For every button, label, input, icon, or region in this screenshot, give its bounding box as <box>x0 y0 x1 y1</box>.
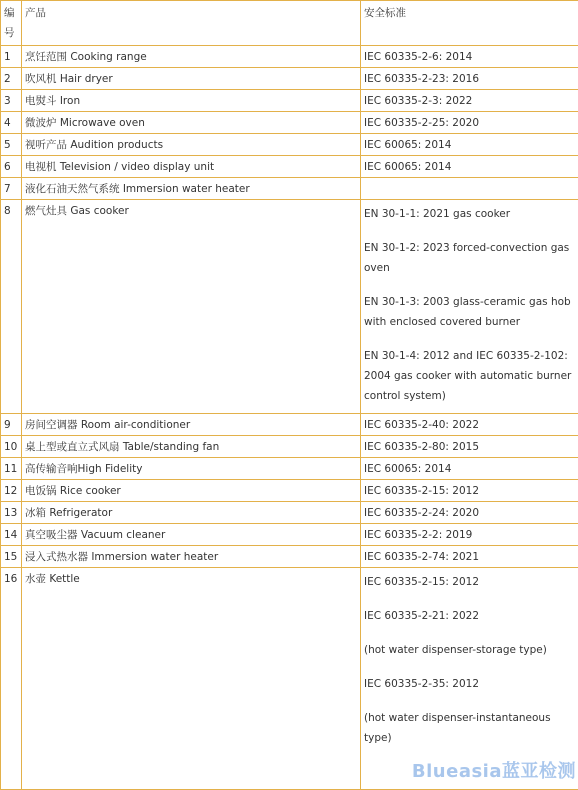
table-row <box>1 200 578 414</box>
standard-line: IEC 60335-2-23: 2016 <box>364 72 575 87</box>
standard-line: (hot water dispenser-storage type) <box>364 640 575 660</box>
table-row <box>1 480 578 502</box>
standard-line: IEC 60335-2-74: 2021 <box>364 550 575 565</box>
table-row <box>1 546 578 568</box>
table-row <box>1 156 578 178</box>
safety-standard <box>361 480 578 502</box>
table-row <box>1 134 578 156</box>
table-row <box>1 414 578 436</box>
standard-line: IEC 60335-2-24: 2020 <box>364 506 575 521</box>
row-number: 4 <box>1 112 22 134</box>
header-standard: 安全标准 <box>361 1 578 46</box>
line-gap <box>364 626 575 640</box>
table-row <box>1 90 578 112</box>
row-number: 2 <box>1 68 22 90</box>
table-row <box>1 112 578 134</box>
header-product: 产品 <box>22 1 361 46</box>
row-number: 13 <box>1 502 22 524</box>
watermark-logo: Blueasia蓝亚检测 <box>412 759 576 785</box>
row-number: 1 <box>1 46 22 68</box>
header-row <box>1 1 578 46</box>
table-row <box>1 178 578 200</box>
safety-standard <box>361 46 578 68</box>
product-name: 浸入式热水器 Immersion water heater <box>22 546 361 568</box>
standard-line: IEC 60065: 2014 <box>364 462 575 477</box>
product-name: 吹风机 Hair dryer <box>22 68 361 90</box>
row-number: 5 <box>1 134 22 156</box>
product-name: 微波炉 Microwave oven <box>22 112 361 134</box>
table-row <box>1 436 578 458</box>
standard-line: IEC 60335-2-35: 2012 <box>364 674 575 694</box>
row-number: 12 <box>1 480 22 502</box>
table-row <box>1 68 578 90</box>
line-gap <box>364 332 575 346</box>
product-name: 真空吸尘器 Vacuum cleaner <box>22 524 361 546</box>
product-name: 液化石油天然气系统 Immersion water heater <box>22 178 361 200</box>
safety-standard <box>361 156 578 178</box>
product-name: 电饭锅 Rice cooker <box>22 480 361 502</box>
safety-standard <box>361 112 578 134</box>
safety-standard <box>361 178 578 200</box>
standard-line: EN 30-1-3: 2003 glass-ceramic gas hob with enclosed covered burner <box>364 292 575 332</box>
product-name: 电视机 Television / video display unit <box>22 156 361 178</box>
row-number: 7 <box>1 178 22 200</box>
safety-standard <box>361 414 578 436</box>
standard-line: IEC 60335-2-80: 2015 <box>364 440 575 455</box>
product-name: 烹饪范围 Cooking range <box>22 46 361 68</box>
row-number: 3 <box>1 90 22 112</box>
standard-line: EN 30-1-4: 2012 and IEC 60335-2-102: 2004 gas cooker with automatic burner control system) <box>364 346 575 406</box>
row-number: 14 <box>1 524 22 546</box>
header-number: 编号 <box>1 1 22 46</box>
safety-standard <box>361 458 578 480</box>
row-number: 8 <box>1 200 22 414</box>
table-row <box>1 568 578 790</box>
standard-line: IEC 60335-2-25: 2020 <box>364 116 575 131</box>
row-number: 16 <box>1 568 22 790</box>
safety-standard <box>361 568 578 790</box>
standard-line: IEC 60335-2-2: 2019 <box>364 528 575 543</box>
safety-standard <box>361 134 578 156</box>
safety-standard <box>361 90 578 112</box>
standard-line: EN 30-1-2: 2023 forced-convection gas oven <box>364 238 575 278</box>
line-gap <box>364 278 575 292</box>
product-name: 高传输音响High Fidelity <box>22 458 361 480</box>
line-gap <box>364 592 575 606</box>
product-name: 水壶 Kettle <box>22 568 361 790</box>
product-name: 视听产品 Audition products <box>22 134 361 156</box>
safety-standard <box>361 436 578 458</box>
safety-standard <box>361 546 578 568</box>
safety-standard <box>361 524 578 546</box>
row-number: 9 <box>1 414 22 436</box>
standard-line: IEC 60335-2-15: 2012 <box>364 572 575 592</box>
table-row <box>1 46 578 68</box>
table-row <box>1 502 578 524</box>
row-number: 11 <box>1 458 22 480</box>
line-gap <box>364 224 575 238</box>
standard-line: IEC 60065: 2014 <box>364 160 575 175</box>
standard-line: IEC 60335-2-40: 2022 <box>364 418 575 433</box>
product-name: 燃气灶具 Gas cooker <box>22 200 361 414</box>
standard-line: IEC 60335-2-6: 2014 <box>364 50 575 65</box>
standard-line: (hot water dispenser-instantaneous type) <box>364 708 575 748</box>
product-name: 房间空调器 Room air-conditioner <box>22 414 361 436</box>
safety-standard <box>361 502 578 524</box>
line-gap <box>364 660 575 674</box>
product-name: 冰箱 Refrigerator <box>22 502 361 524</box>
row-number: 6 <box>1 156 22 178</box>
safety-standard <box>361 200 578 414</box>
standard-line: IEC 60065: 2014 <box>364 138 575 153</box>
product-name: 电熨斗 Iron <box>22 90 361 112</box>
standard-line: IEC 60335-2-15: 2012 <box>364 484 575 499</box>
standard-line: EN 30-1-1: 2021 gas cooker <box>364 204 575 224</box>
table-row <box>1 458 578 480</box>
product-name: 桌上型或直立式风扇 Table/standing fan <box>22 436 361 458</box>
line-gap <box>364 694 575 708</box>
table-row <box>1 524 578 546</box>
row-number: 10 <box>1 436 22 458</box>
safety-standard <box>361 68 578 90</box>
standard-line: IEC 60335-2-21: 2022 <box>364 606 575 626</box>
row-number: 15 <box>1 546 22 568</box>
standard-line: IEC 60335-2-3: 2022 <box>364 94 575 109</box>
